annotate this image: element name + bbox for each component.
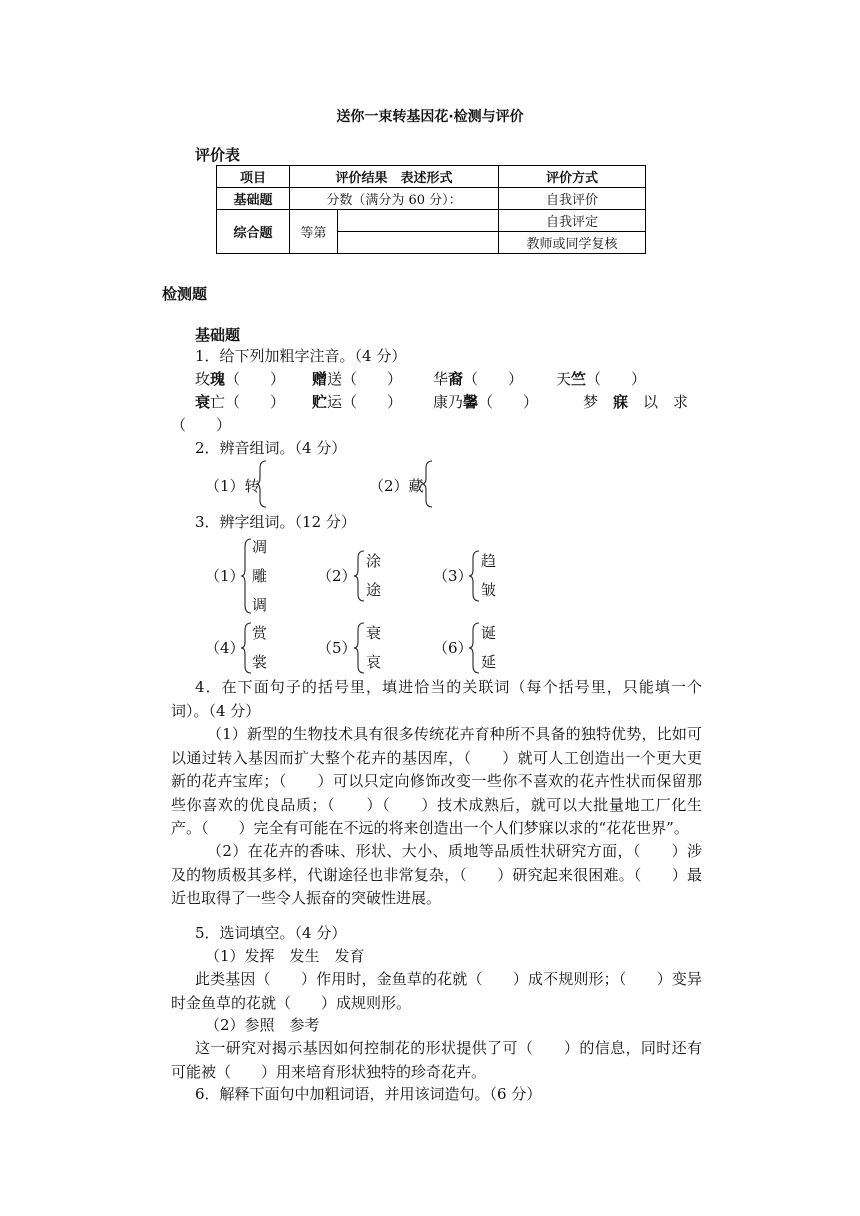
q3-char: 凋 <box>252 538 268 556</box>
header-item: 项目 <box>217 166 290 188</box>
q2-item-2: （2）藏 <box>369 477 424 495</box>
q3-char: 趋 <box>481 552 497 570</box>
brace-icon <box>256 460 268 508</box>
q6-prompt: 6．解释下面句中加粗词语，并用该词造句。（6 分） <box>195 1085 542 1103</box>
q1-item: 衰亡（ ） <box>195 393 286 411</box>
q2-prompt: 2．辨音组词。（4 分） <box>195 439 347 457</box>
section-heading: 检测题 <box>162 285 208 303</box>
q4-paragraph-2: （2）在花卉的香味、形状、大小、质地等品质性状研究方面，（ ）涉及的物质极其多样，代谢途径也非常复杂，（ ）研究起来很困难。（ ）最近也取得了一些令人振奋的突破性进展。 <box>171 842 702 907</box>
row2-method-b: 教师或同学复核 <box>499 232 646 254</box>
q1-item: 天竺（ ） <box>556 370 647 388</box>
row2-item: 综合题 <box>217 210 290 254</box>
row2-grade: 等第 <box>290 210 338 254</box>
page-title: 送你一束转基因花·检测与评价 <box>336 109 524 125</box>
q1-item: 华裔（ ） <box>433 370 524 388</box>
q1-item: 赠送（ ） <box>312 370 403 388</box>
brace-icon <box>469 550 481 602</box>
q5-prompt: 5．选词填空。（4 分） <box>195 924 347 942</box>
eval-table-heading: 评价表 <box>195 146 241 164</box>
q3-group-label: （3） <box>433 567 473 585</box>
row1-result: 分数（满分为 60 分）： <box>290 188 499 210</box>
q3-group-label: （2） <box>317 567 357 585</box>
row2-method-a: 自我评定 <box>499 210 646 232</box>
q3-char: 延 <box>481 653 497 671</box>
row1-item: 基础题 <box>217 188 290 210</box>
q3-char: 调 <box>252 596 268 614</box>
q2-item-1: （1）转 <box>205 477 260 495</box>
q3-char: 衰 <box>366 624 382 642</box>
q4-paragraph-1: （1）新型的生物技术具有很多传统花卉育种所不具备的独特优势，比如可以通过转入基因而扩大整个花卉的基因库，（ ）就可人工创造出一个更大更新的花卉宝库；（ ）可以只定向修饰改变一些你不喜欢的花卉性状而保留那些你喜欢的优良品质；（ ）（ ）技术成熟后，就可以大批量地工厂化生产。（ ）完全有可能在不远的将来创造出一个人们梦寐以求的“花花世界”。 <box>171 725 702 837</box>
q3-char: 涂 <box>366 552 382 570</box>
table-row <box>217 210 646 232</box>
q3-group-label: （6） <box>433 639 473 657</box>
q3-group-label: （1） <box>205 567 245 585</box>
q1-item: 康乃馨（ ） <box>433 393 539 411</box>
brace-icon <box>469 622 481 674</box>
q4-prompt: 4．在下面句子的括号里，填进恰当的关联词（每个括号里，只能填一个词）。（4 分） <box>171 678 702 720</box>
q5-sub1-words: （1）发挥 发生 发育 <box>205 947 365 965</box>
q1-item: 贮运（ ） <box>312 393 403 411</box>
row1-method: 自我评价 <box>499 188 646 210</box>
brace-icon <box>354 622 366 674</box>
q3-group-label: （5） <box>317 639 357 657</box>
q3-char: 赏 <box>252 624 268 642</box>
q3-char: 途 <box>366 581 382 599</box>
q5-sub2-words: （2）参照 参考 <box>205 1016 320 1034</box>
q5-sub1-text: 此类基因（ ）作用时，金鱼草的花就（ ）成不规则形；（ ）变异时金鱼草的花就（ ）成规则形。 <box>171 970 702 1012</box>
header-result: 评价结果 表述形式 <box>290 166 499 188</box>
table-row <box>217 188 646 210</box>
q3-group-label: （4） <box>205 639 245 657</box>
q1-item: 梦 寐 以 求 <box>583 393 689 411</box>
table-header-row <box>217 166 646 188</box>
q3-char: 裳 <box>252 653 268 671</box>
eval-table <box>216 165 646 254</box>
q1-prompt: 1．给下列加粗字注音。（4 分） <box>195 347 407 365</box>
q5-sub2-text: 这一研究对揭示基因如何控制花的形状提供了可（ ）的信息，同时还有可能被（ ）用来培育形状独特的珍奇花卉。 <box>171 1039 702 1081</box>
q1-item: 玫瑰（ ） <box>195 370 286 388</box>
sub-heading: 基础题 <box>195 326 241 344</box>
q1-tail: （ ） <box>171 416 232 434</box>
q3-char: 皱 <box>481 581 497 599</box>
q3-prompt: 3．辨字组词。（12 分） <box>195 513 356 531</box>
row2-blank-b <box>337 232 498 254</box>
q3-char: 诞 <box>481 624 497 642</box>
header-method: 评价方式 <box>499 166 646 188</box>
row2-blank-a <box>337 210 498 232</box>
brace-icon <box>354 550 366 602</box>
q3-char: 雕 <box>252 567 268 585</box>
brace-icon <box>422 460 434 508</box>
q3-char: 哀 <box>366 653 382 671</box>
